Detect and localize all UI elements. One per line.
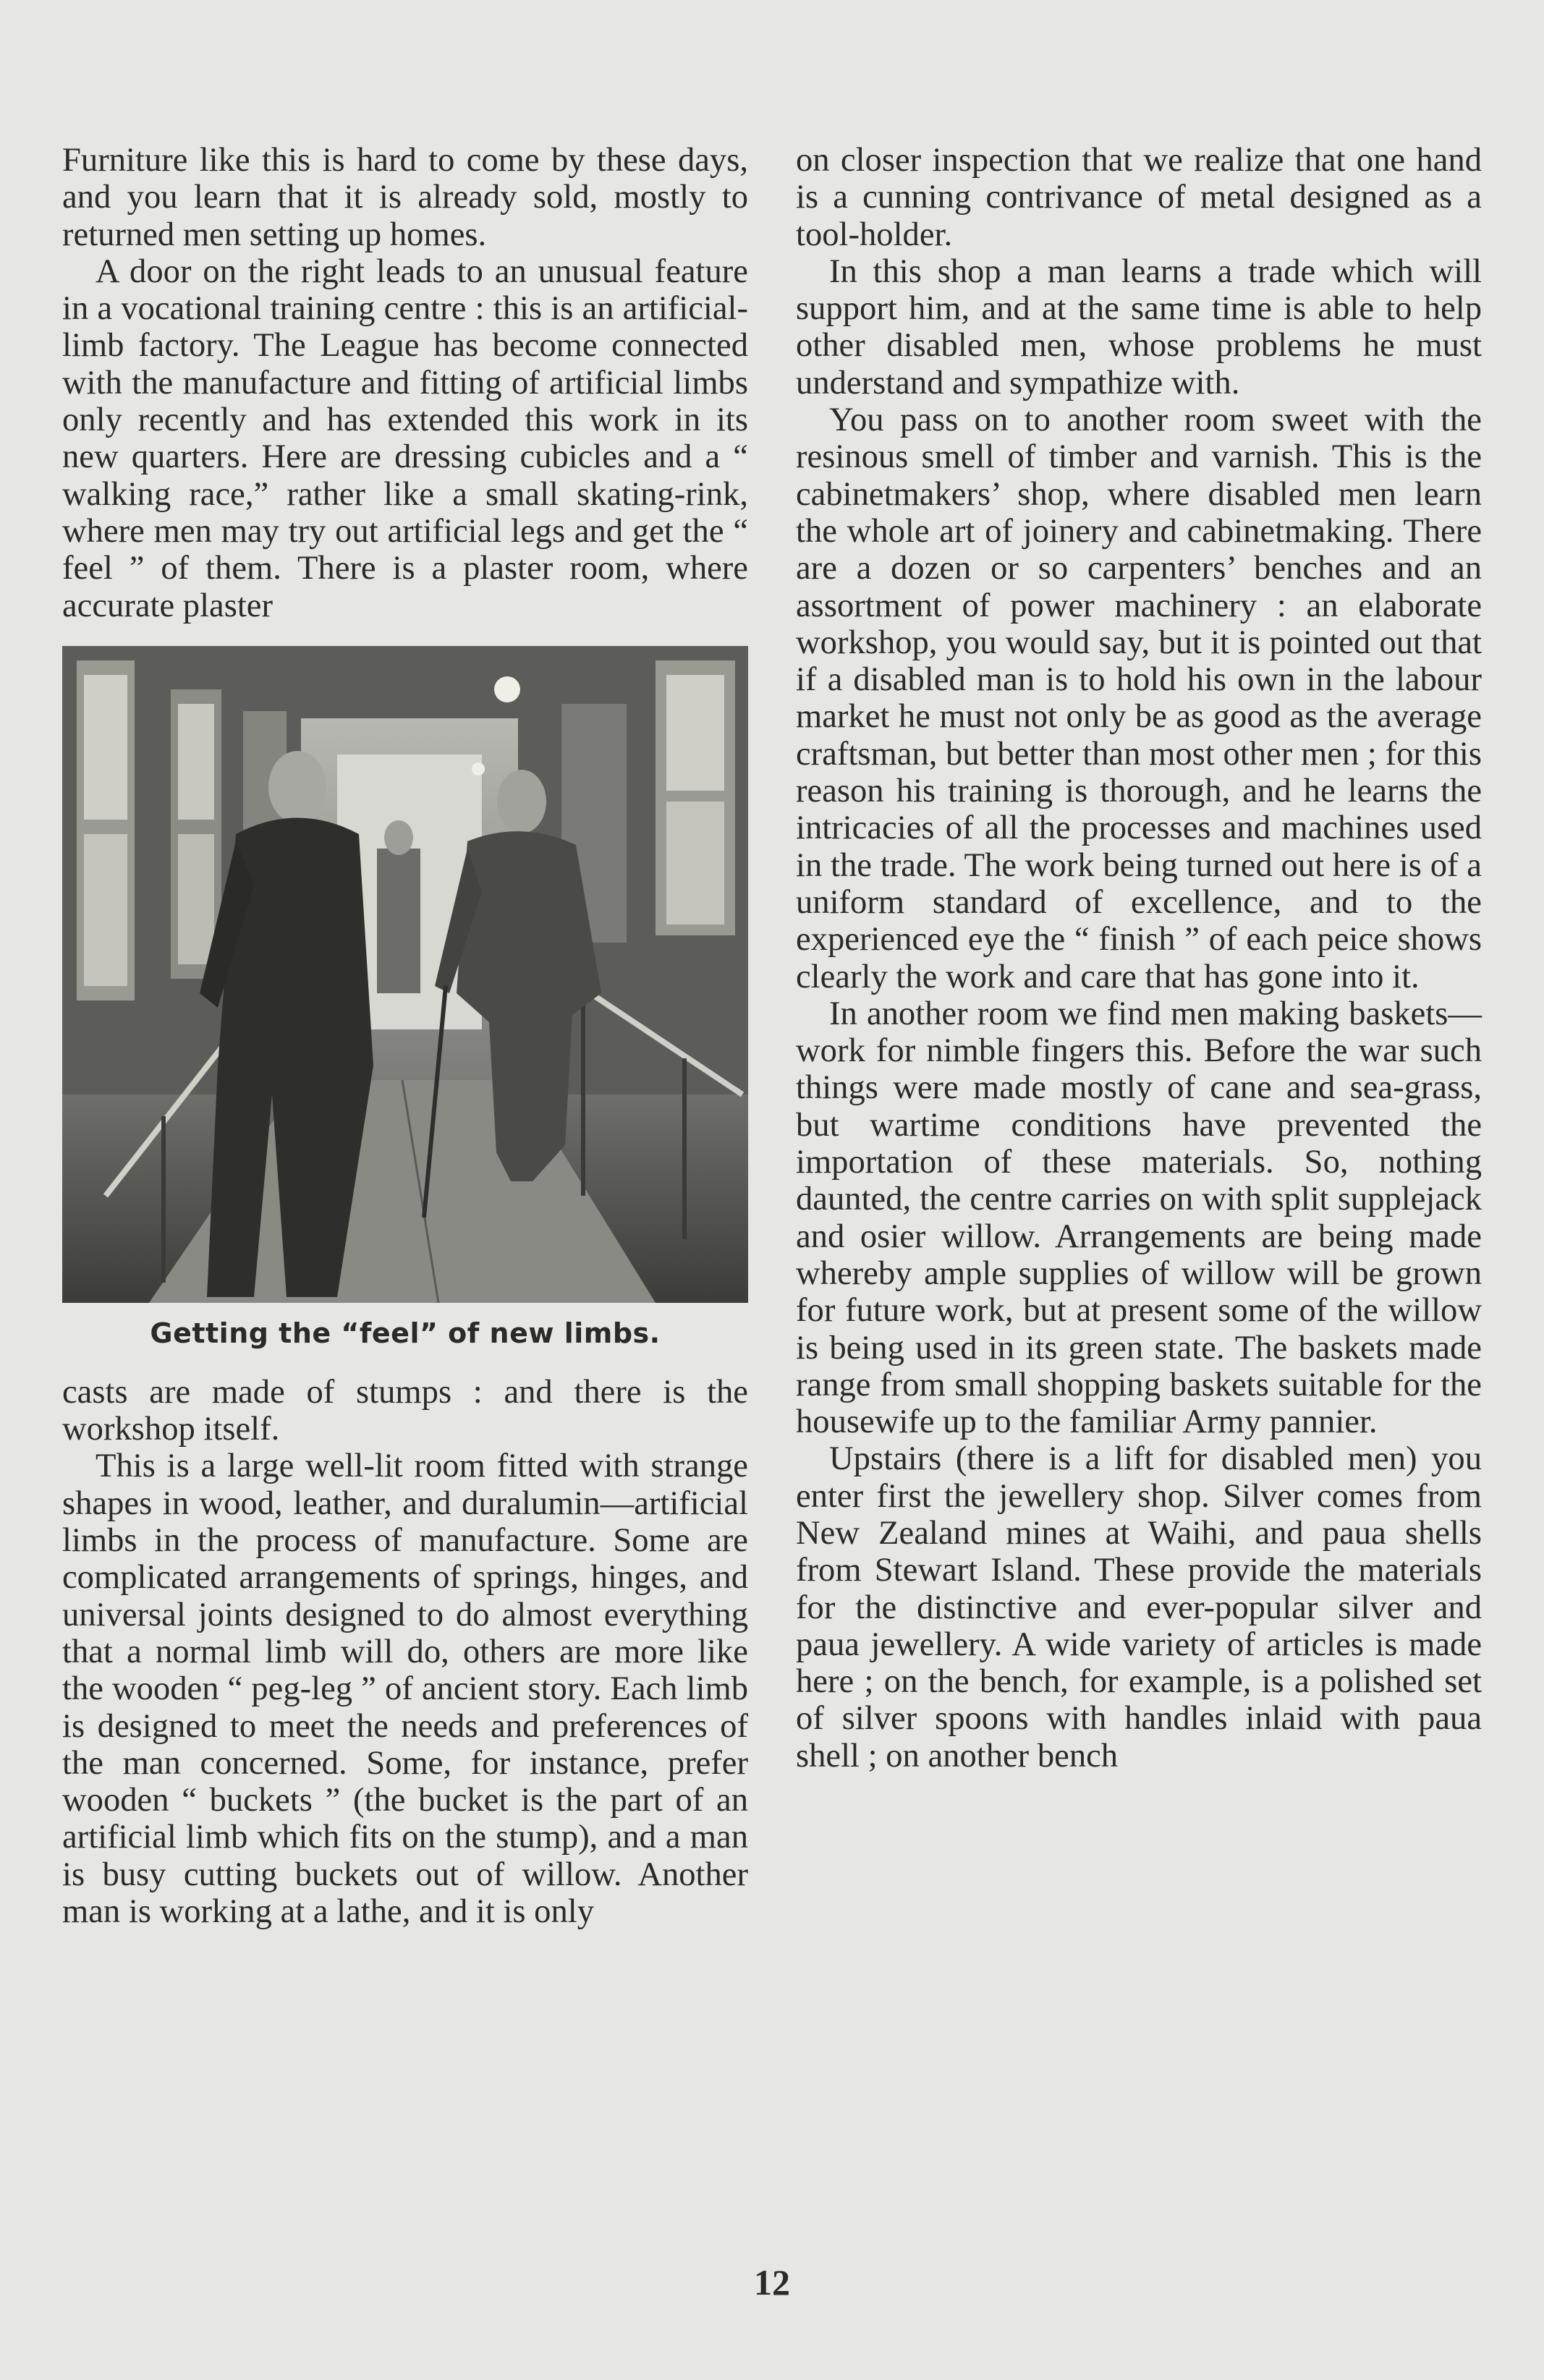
paragraph-workshop: This is a large well-lit room fitted with strange shapes in wood, leather, and duralumin—artificial limbs in the process of manufacture. Some are complicated arrangements of springs, hinges, and universal joints designed to do almost everything that a normal limb will do, others are more like the wooden “ peg-leg ” of ancient story. Each limb is designed to meet the needs and preferences of the man concerned. Some, for instance, prefer wooden “ buckets ” (the bucket is the part of an artificial limb which fits on the stump), and a man is busy cutting buckets out of willow. Another man is working at a lathe, and it is only (62, 1447, 748, 1931)
photo-walking-race (62, 646, 748, 1303)
paragraph-cabinetmakers: You pass on to another room sweet with the resinous smell of timber and varnish. This is the cabinetmakers’ shop, where disabled men learn the whole art of joinery and cabinetmaking. There are a dozen or so carpenters’ benches and an assortment of power machinery : an elaborate workshop, you would say, but it is pointed out that if a disabled man is to hold his own in the labour market he must not only be as good as the average craftsman, but better than most other men ; for this reason his training is thorough, and he learns the intricacies of all the processes and machines used in the trade. The work being turned out here is of a uniform standard of excellence, and to the experienced eye the “ finish ” of each peice shows clearly the work and care that has gone into it. (796, 401, 1482, 995)
paragraph-limb-factory: A door on the right leads to an unusual feature in a vocational training centre : this is an artificial-limb factory. The League has become connected with the manufacture and fitting of artificial limbs only recently and has extended this work in its new quarters. Here are dressing cubicles and a “ walking race,” rather like a small skating-rink, where men may try out artificial legs and get the “ feel ” of them. There is a plaster room, where accurate plaster (62, 252, 748, 624)
figure (62, 646, 748, 1349)
paragraph-baskets: In another room we find men making baskets—work for nimble fingers this. Before the war such things were made mostly of cane and sea-grass, but wartime conditions have prevented the importation of these materials. So, nothing daunted, the centre carries on with split supplejack and osier willow. Arrangements are being made whereby ample supplies of willow will be grown for future work, but at present some of the willow is being used in its green state. The baskets made range from small shopping baskets suitable for the housewife up to the familiar Army pannier. (796, 994, 1482, 1441)
paragraph-trade: In this shop a man learns a trade which will support him, and at the same time is able to help other disabled men, whose problems he must understand and sympathize with. (796, 252, 1482, 401)
paragraph-jewellery: Upstairs (there is a lift for disabled men) you enter first the jewellery shop. Silver comes from New Zealand mines at Waihi, and paua shells from Stewart Island. These provide the materials for the distinctive and ever-popular silver and paua jewellery. A wide variety of articles is made here ; on the bench, for example, is a polished set of silver spoons with handles inlaid with paua shell ; on another bench (796, 1440, 1482, 1775)
photo-caption: Getting the “feel” of new limbs. (150, 1317, 661, 1349)
right-column (796, 142, 1482, 1775)
paragraph-casts: casts are made of stumps : and there is the workshop itself. (62, 1372, 748, 1448)
page-number: 12 (754, 2262, 790, 2303)
paragraph-tool-holder: on closer inspection that we realize that one hand is a cunning contrivance of metal designed as a tool-holder. (796, 141, 1482, 253)
paragraph-furniture: Furniture like this is hard to come by these days, and you learn that it is already sold, mostly to returned men setting up homes. (62, 141, 748, 253)
left-column (62, 142, 748, 1930)
